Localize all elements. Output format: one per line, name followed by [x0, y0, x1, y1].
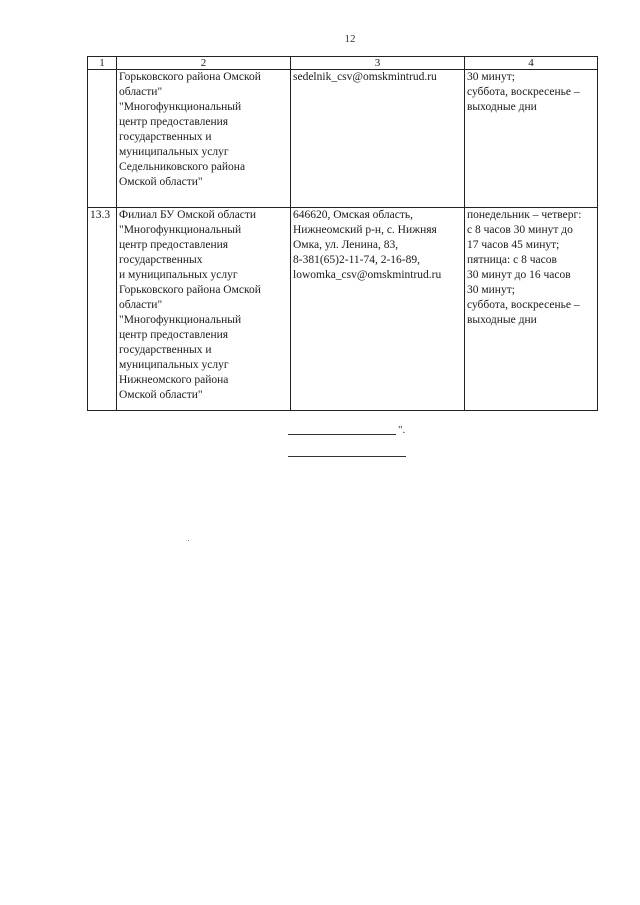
contact-line: sedelnik_csv@omskmintrud.ru: [293, 71, 437, 83]
contact-line: lowomka_csv@omskmintrud.ru: [293, 269, 442, 281]
organization-name-line: Омской области": [119, 389, 203, 401]
organization-name-line: государственных: [119, 254, 203, 266]
organization-name-line: центр предоставления: [119, 329, 229, 341]
schedule-cell: [465, 70, 598, 208]
schedule-line: суббота, воскресенье –: [467, 86, 580, 98]
organization-name-line: Горьковского района Омской: [119, 71, 261, 83]
schedule-line: выходные дни: [467, 314, 537, 326]
scan-speck: [188, 540, 189, 541]
contact-line: Омка, ул. Ленина, 83,: [293, 239, 399, 251]
schedule-line: 30 минут до 16 часов: [467, 269, 571, 281]
contact-line: 8-381(65)2-11-74, 2-16-89,: [293, 254, 421, 266]
organization-name-line: центр предоставления: [119, 116, 229, 128]
organization-name-cell: [117, 70, 291, 208]
organization-name-line: муниципальных услуг: [119, 359, 229, 371]
contact-cell: [291, 208, 465, 411]
row-number: 13.3: [88, 208, 117, 411]
column-header-1: 1: [88, 57, 117, 70]
table-row: [88, 70, 598, 208]
contact-line: Нижнеомский р-н, с. Нижняя: [293, 224, 437, 236]
table-header-row: [88, 57, 598, 70]
organization-name-line: области": [119, 86, 163, 98]
closing-quote: ".: [398, 424, 406, 436]
schedule-line: пятница: с 8 часов: [467, 254, 557, 266]
organization-name-line: и муниципальных услуг: [119, 269, 238, 281]
closing-rule-top: [288, 434, 396, 435]
organization-name-line: центр предоставления: [119, 239, 229, 251]
organization-name-line: Седельниковского района: [119, 161, 246, 173]
row-number: [88, 70, 117, 208]
organization-name-line: государственных и: [119, 344, 212, 356]
organization-name-line: "Многофункциональный: [119, 314, 242, 326]
organization-name-line: "Многофункциональный: [119, 224, 242, 236]
column-header-2: 2: [117, 57, 291, 70]
organization-name-line: государственных и: [119, 131, 212, 143]
services-table: [87, 56, 598, 411]
schedule-cell: [465, 208, 598, 411]
table-row: [88, 208, 598, 411]
page-number: 12: [344, 33, 356, 45]
organization-name-line: Нижнеомского района: [119, 374, 229, 386]
schedule-line: с 8 часов 30 минут до: [467, 224, 573, 236]
closing-rule-bottom: [288, 456, 406, 457]
column-header-3: 3: [291, 57, 465, 70]
organization-name-line: Омской области": [119, 176, 203, 188]
column-header-4: 4: [465, 57, 598, 70]
organization-name-cell: [117, 208, 291, 411]
organization-name-line: Горьковского района Омской: [119, 284, 261, 296]
schedule-line: 30 минут;: [467, 284, 515, 296]
schedule-line: 17 часов 45 минут;: [467, 239, 560, 251]
schedule-line: понедельник – четверг:: [467, 209, 582, 221]
schedule-line: выходные дни: [467, 101, 537, 113]
contact-cell: [291, 70, 465, 208]
schedule-line: суббота, воскресенье –: [467, 299, 580, 311]
schedule-line: 30 минут;: [467, 71, 515, 83]
organization-name-line: Филиал БУ Омской области: [119, 209, 257, 221]
contact-line: 646620, Омская область,: [293, 209, 414, 221]
organization-name-line: муниципальных услуг: [119, 146, 229, 158]
organization-name-line: области": [119, 299, 163, 311]
organization-name-line: "Многофункциональный: [119, 101, 242, 113]
